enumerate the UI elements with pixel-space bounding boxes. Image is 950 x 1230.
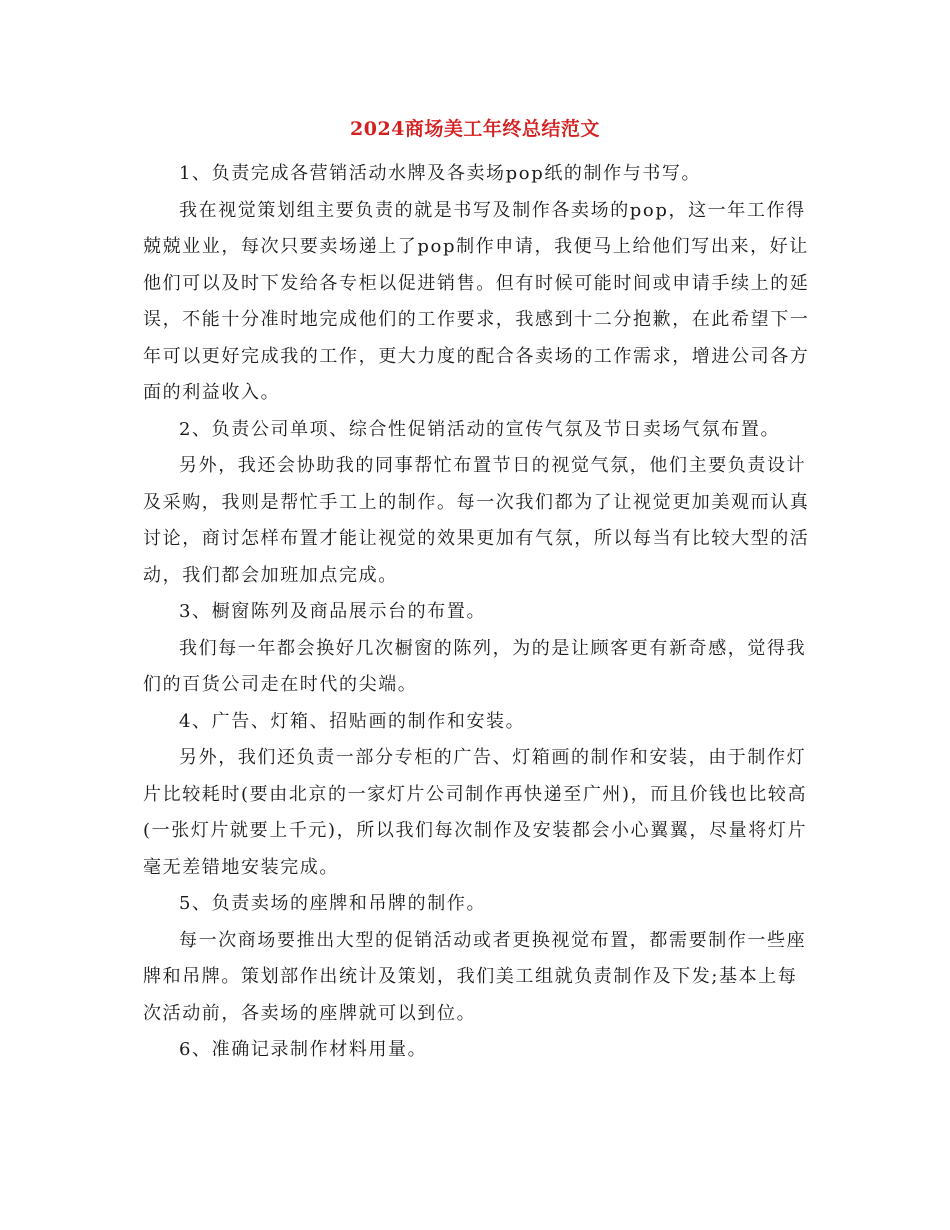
paragraph-8: 另外，我们还负责一部分专柜的广告、灯箱画的制作和安装，由于制作灯片比较耗时(要由北京的一家灯片公司制作再快递至广州)，而且价钱也比较高(一张灯片就要上千元)，所以我们每次制作及安装都会小心翼翼，尽量将灯片毫无差错地安装完成。 xyxy=(143,747,808,878)
paragraph-6: 我们每一年都会换好几次橱窗的陈列，为的是让顾客更有新奇感，觉得我们的百货公司走在时代的尖端。 xyxy=(143,637,807,695)
paragraph-7: 4、广告、灯箱、招贴画的制作和安装。 xyxy=(179,710,526,732)
paragraph-11: 6、准确记录制作材料用量。 xyxy=(179,1039,428,1060)
paragraph-2: 我在视觉策划组主要负责的就是书写及制作各卖场的pop，这一年工作得兢兢业业，每次只要卖场递上了pop制作申请，我便马上给他们写出来，好让他们可以及时下发给各专柜以促进销售。但有时候可能时间或申请手续上的延误，不能十分准时地完成他们的工作要求，我感到十二分抱歉，在此希望下一年可以更好完成我的工作，更大力度的配合各卖场的工作需求，增进公司各方面的利益收入。 xyxy=(143,199,810,403)
paragraph-9: 5、负责卖场的座牌和吊牌的制作。 xyxy=(179,893,487,914)
paragraph-4: 另外，我还会协助我的同事帮忙布置节日的视觉气氛，他们主要负责设计及采购，我则是帮忙手工上的制作。每一次我们都为了让视觉更加美观而认真讨论，商讨怎样布置才能让视觉的效果更加有气氛，所以每当有比较大型的活动，我们都会加班加点完成。 xyxy=(143,455,810,586)
paragraph-1: 1、负责完成各营销活动水牌及各卖场pop纸的制作与书写。 xyxy=(179,163,702,184)
document-title: 2024商场美工年终总结范文 xyxy=(350,118,600,140)
document-body xyxy=(143,156,813,1069)
paragraph-10: 每一次商场要推出大型的促销活动或者更换视觉布置，都需要制作一些座牌和吊牌。策划部作出统计及策划，我们美工组就负责制作及下发;基本上每次活动前，各卖场的座牌就可以到位。 xyxy=(143,929,807,1024)
paragraph-5: 3、橱窗陈列及商品展示台的布置。 xyxy=(179,601,487,622)
paragraph-3: 2、负责公司单项、综合性促销活动的宣传气氛及节日卖场气氛布置。 xyxy=(179,418,781,440)
